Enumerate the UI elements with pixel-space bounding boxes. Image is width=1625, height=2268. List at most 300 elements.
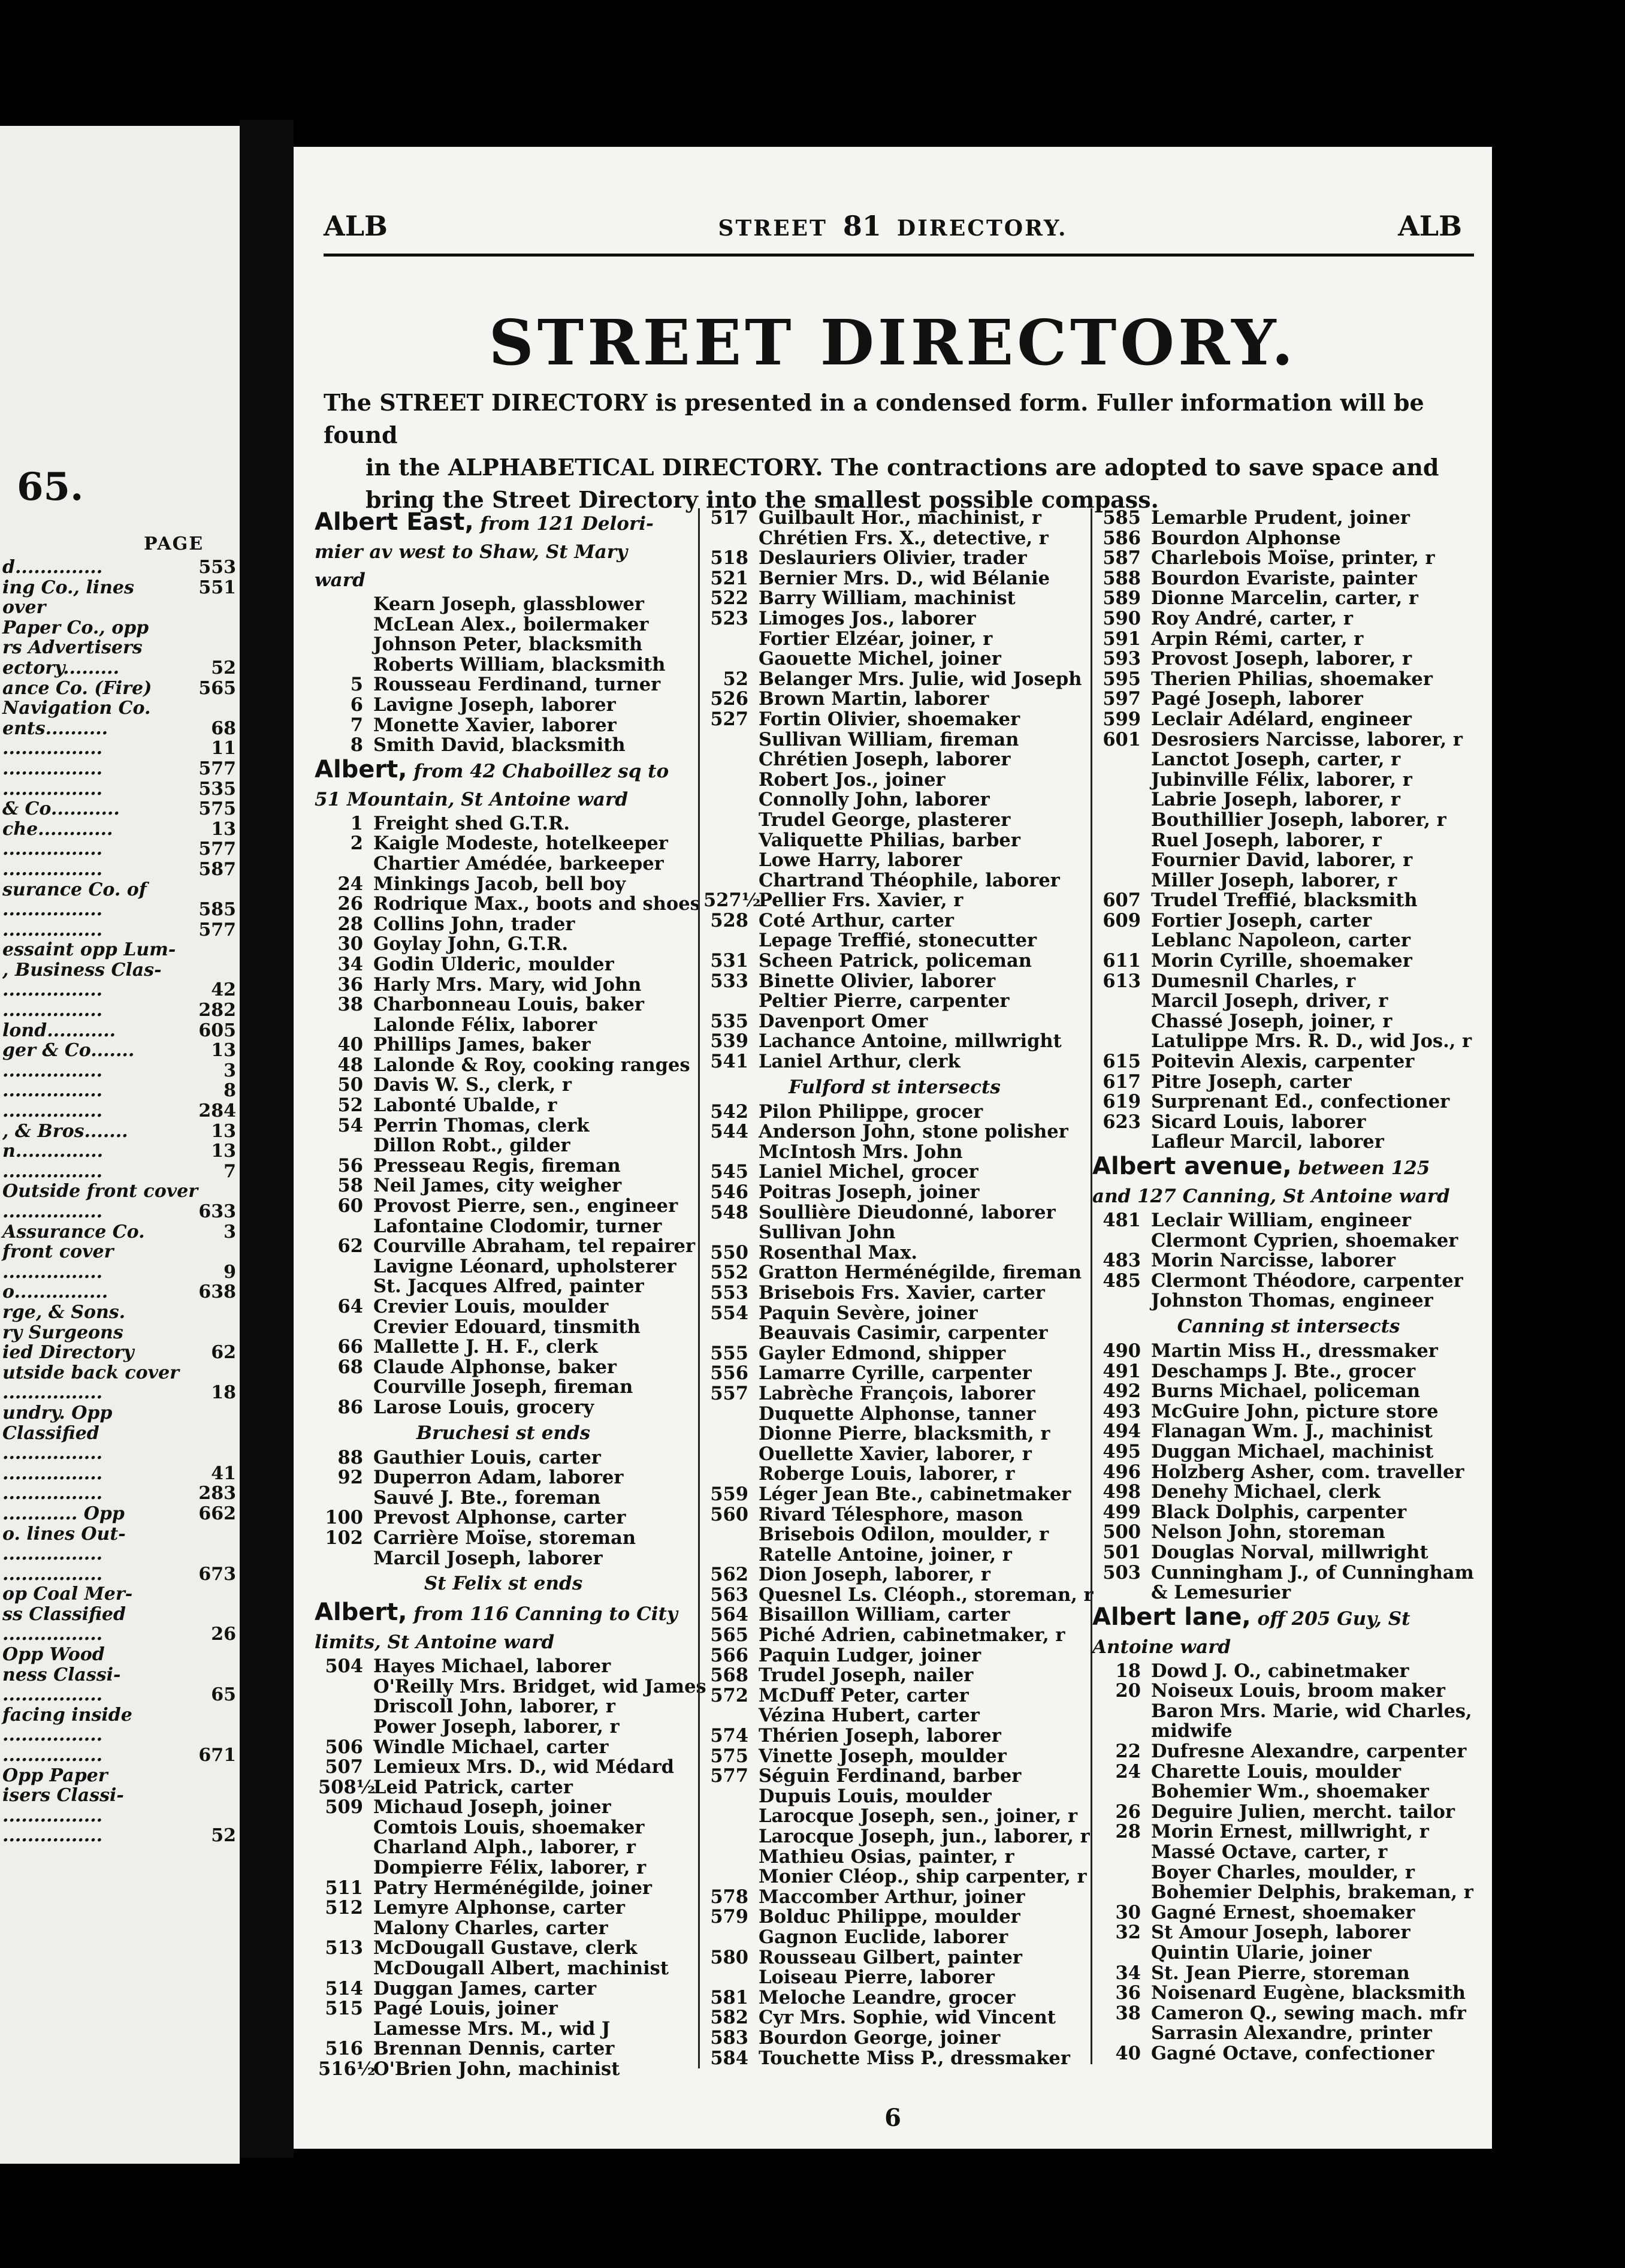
resident-entry: Dumesnil Charles, r xyxy=(1151,970,1356,992)
entry-list xyxy=(315,595,692,756)
directory-entry xyxy=(700,1304,1089,1324)
facing-index-text: o............... xyxy=(2,1282,108,1302)
house-number: 535 xyxy=(710,1010,748,1032)
resident-entry: Baron Mrs. Marie, wid Charles, xyxy=(1151,1700,1472,1722)
resident-entry: Johnston Thomas, engineer xyxy=(1151,1290,1433,1312)
entry-list xyxy=(1092,1341,1485,1603)
facing-index-row xyxy=(0,1685,240,1705)
facing-index-row xyxy=(0,1021,240,1041)
facing-index-row xyxy=(0,1443,240,1464)
house-number: 26 xyxy=(1115,1800,1141,1823)
resident-entry: Claude Alphonse, baker xyxy=(373,1356,617,1378)
resident-entry: Chartier Amédée, barkeeper xyxy=(373,852,664,874)
facing-index-row xyxy=(0,1302,240,1323)
directory-entry xyxy=(1092,951,1485,972)
house-number: 100 xyxy=(325,1507,363,1529)
directory-entry xyxy=(315,1938,692,1959)
entry-list xyxy=(315,1655,706,2080)
facing-index-row xyxy=(0,1162,240,1182)
house-number: 514 xyxy=(325,1977,363,1999)
resident-entry: Morin Ernest, millwright, r xyxy=(1151,1821,1429,1843)
resident-entry: Labrèche François, laborer xyxy=(759,1382,1035,1404)
facing-index-row xyxy=(0,1282,240,1302)
resident-entry: Sauvé J. Bte., foreman xyxy=(373,1486,601,1509)
resident-entry: McGuire John, picture store xyxy=(1151,1400,1439,1422)
resident-entry: Cunningham J., of Cunningham xyxy=(1151,1561,1474,1584)
intro-line-2: in the ALPHABETICAL DIRECTORY. The contractions are adopted to save space and xyxy=(366,454,1439,481)
facing-index-row xyxy=(0,1504,240,1524)
directory-entry xyxy=(1092,649,1485,669)
resident-entry: Lemieux Mrs. D., wid Médard xyxy=(373,1756,674,1778)
house-number: 485 xyxy=(1103,1269,1141,1292)
resident-entry: Dion Joseph, laborer, r xyxy=(759,1564,990,1586)
resident-entry: Labonté Ubalde, r xyxy=(373,1094,557,1117)
resident-entry: Thérien Joseph, laborer xyxy=(759,1725,1001,1747)
facing-index-text: surance Co. of xyxy=(2,879,147,900)
facing-index-row xyxy=(0,980,240,1000)
directory-entry xyxy=(700,1907,1089,1928)
directory-entry xyxy=(1092,1903,1485,1923)
directory-entry xyxy=(700,1444,1089,1465)
resident-entry: Gayler Edmond, shipper xyxy=(759,1342,1006,1364)
directory-entry xyxy=(700,1183,1089,1203)
directory-entry xyxy=(315,1116,692,1136)
house-number: 515 xyxy=(325,1998,363,2020)
directory-entry xyxy=(700,972,1089,992)
house-number: 546 xyxy=(710,1181,748,1203)
house-number: 501 xyxy=(1103,1541,1141,1563)
street-range-cont: mier av west to Shaw, St Mary xyxy=(315,541,628,563)
directory-entry xyxy=(315,1675,706,1697)
directory-entry xyxy=(315,1797,692,1818)
resident-entry: Minkings Jacob, bell boy xyxy=(373,873,626,895)
facing-index-page: 13 xyxy=(211,1040,236,1061)
directory-entry xyxy=(700,529,1089,549)
resident-entry: Rodrique Max., boots and shoes xyxy=(373,893,700,915)
facing-index-row xyxy=(0,1141,240,1162)
resident-entry: McLean Alex., boilermaker xyxy=(373,613,649,635)
resident-entry: Paquin Ludger, joiner xyxy=(759,1644,981,1666)
directory-entry xyxy=(700,1032,1089,1052)
facing-index-page: 3 xyxy=(223,1222,236,1242)
directory-entry xyxy=(700,1988,1089,2008)
resident-entry: Miller Joseph, laborer, r xyxy=(1151,869,1397,891)
directory-entry xyxy=(700,569,1089,589)
house-number: 613 xyxy=(1103,970,1141,992)
facing-index-page: 577 xyxy=(198,919,236,940)
street-range: from 121 Delori- xyxy=(473,513,654,535)
directory-entry xyxy=(700,1726,1089,1747)
resident-entry: Windle Michael, carter xyxy=(373,1736,609,1758)
resident-entry: Labrie Joseph, laborer, r xyxy=(1151,789,1400,811)
house-number: 490 xyxy=(1103,1340,1141,1362)
directory-entry xyxy=(700,871,1089,891)
house-number: 48 xyxy=(337,1054,363,1076)
house-number: 578 xyxy=(710,1886,748,1908)
house-number: 26 xyxy=(337,893,363,915)
directory-entry xyxy=(700,710,1089,730)
directory-entry xyxy=(700,1827,1089,1847)
directory-entry xyxy=(315,814,692,834)
facing-index-row xyxy=(0,638,240,658)
directory-entry xyxy=(1092,1052,1485,1072)
facing-index-row xyxy=(0,1000,240,1021)
resident-entry: Sarrasin Alexandre, printer xyxy=(1151,2022,1432,2044)
house-number: 60 xyxy=(337,1195,363,1217)
house-number: 552 xyxy=(710,1262,748,1284)
house-number: 611 xyxy=(1103,950,1141,972)
facing-index-page: 65 xyxy=(211,1685,236,1705)
directory-entry xyxy=(700,1283,1089,1304)
directory-entry xyxy=(700,1806,1089,1827)
facing-index-text: che............ xyxy=(2,819,113,840)
facing-index-row xyxy=(0,658,240,678)
directory-entry xyxy=(1092,1271,1485,1292)
directory-entry xyxy=(1092,2023,1485,2044)
resident-entry: Crevier Louis, moulder xyxy=(373,1296,609,1317)
facing-index-text: front cover xyxy=(2,1242,114,1262)
directory-entry xyxy=(1092,1863,1485,1883)
facing-index-row xyxy=(0,738,240,759)
house-number: 577 xyxy=(710,1765,748,1787)
resident-entry: Pellier Frs. Xavier, r xyxy=(759,889,963,912)
directory-entry xyxy=(315,1176,692,1196)
resident-entry: Duquette Alphonse, tanner xyxy=(759,1403,1036,1425)
resident-entry: Gagné Ernest, shoemaker xyxy=(1151,1901,1415,1923)
directory-entry xyxy=(315,1156,692,1177)
directory-entry xyxy=(315,1377,692,1398)
directory-entry xyxy=(700,1223,1089,1243)
directory-entry xyxy=(1092,891,1485,911)
street-range-cont: limits, St Antoine ward xyxy=(315,1631,555,1654)
directory-entry xyxy=(315,1508,692,1528)
resident-entry: Roberts William, blacksmith xyxy=(373,653,666,675)
directory-entry xyxy=(1092,1032,1485,1052)
house-number: 516 xyxy=(325,2038,363,2060)
house-number: 580 xyxy=(710,1946,748,1968)
house-number: 531 xyxy=(710,950,748,972)
directory-entry xyxy=(700,1142,1089,1163)
directory-entry xyxy=(315,2059,692,2080)
house-number: 28 xyxy=(337,913,363,935)
street-heading-albert-lane xyxy=(1092,1603,1485,1661)
house-number: 564 xyxy=(710,1604,748,1626)
facing-index-row xyxy=(0,1766,240,1786)
resident-entry: Gratton Herménégilde, fireman xyxy=(759,1262,1082,1284)
facing-index-text: ................ xyxy=(2,758,103,779)
running-head-directory: DIRECTORY. xyxy=(896,216,1068,241)
street-range-cont: and 127 Canning, St Antoine ward xyxy=(1092,1186,1450,1207)
house-number: 585 xyxy=(1103,507,1141,529)
house-number: 483 xyxy=(1103,1250,1141,1272)
directory-entry xyxy=(1092,1983,1485,2004)
house-number: 553 xyxy=(710,1281,748,1304)
facing-index-page: 13 xyxy=(211,1141,236,1162)
facing-index-page: 9 xyxy=(223,1262,236,1283)
directory-entry xyxy=(700,770,1089,791)
facing-index-text: ................ xyxy=(2,839,103,859)
house-number: 7 xyxy=(350,714,363,736)
house-number: 533 xyxy=(710,970,748,992)
resident-entry: Duggan Michael, machinist xyxy=(1151,1440,1434,1462)
cross-street-note: Fulford st intersects xyxy=(789,1076,1001,1098)
facing-index-page: 13 xyxy=(211,819,236,840)
directory-entry xyxy=(700,1666,1089,1686)
house-number: 494 xyxy=(1103,1420,1141,1443)
house-number: 491 xyxy=(1103,1360,1141,1382)
running-head-right: ALB xyxy=(1398,210,1462,242)
facing-index-row xyxy=(0,1464,240,1484)
directory-entry xyxy=(1092,1702,1485,1722)
resident-entry: Gagnon Euclide, laborer xyxy=(759,1926,1008,1948)
directory-entry xyxy=(1092,1382,1485,1402)
resident-entry: Cameron Q., sewing mach. mfr xyxy=(1151,2002,1466,2024)
directory-entry xyxy=(315,615,692,635)
house-number: 583 xyxy=(710,2026,748,2049)
entry-list xyxy=(700,508,1089,1072)
resident-entry: Clermont Cyprien, shoemaker xyxy=(1151,1229,1458,1251)
resident-entry: Holzberg Asher, com. traveller xyxy=(1151,1461,1464,1483)
resident-entry: Jubinville Félix, laborer, r xyxy=(1151,768,1412,791)
directory-entry xyxy=(315,1717,692,1738)
facing-index-text: Outside front cover xyxy=(2,1181,198,1202)
house-number: 38 xyxy=(337,994,363,1016)
cross-street-note: St Felix st ends xyxy=(424,1573,583,1595)
column-2 xyxy=(698,507,1094,2069)
directory-entry xyxy=(1092,1112,1485,1133)
facing-index-row xyxy=(0,1624,240,1645)
resident-entry: Comtois Louis, shoemaker xyxy=(373,1816,645,1838)
facing-index-text: rge, & Sons. xyxy=(2,1302,126,1323)
house-number: 550 xyxy=(710,1241,748,1263)
house-number: 566 xyxy=(710,1644,748,1666)
resident-entry: Collins John, trader xyxy=(373,913,575,935)
directory-entry xyxy=(1092,1341,1485,1362)
house-number: 511 xyxy=(325,1877,363,1899)
house-number: 8 xyxy=(350,734,363,756)
house-number: 18 xyxy=(1115,1660,1141,1682)
facing-index-row xyxy=(0,880,240,900)
resident-entry: Marcil Joseph, laborer xyxy=(373,1547,603,1569)
facing-index-text: ................ xyxy=(2,1202,103,1222)
facing-index-text: ................ xyxy=(2,1383,103,1403)
cross-street-note: Bruchesi st ends xyxy=(416,1422,591,1444)
street-range: from 116 Canning to City xyxy=(407,1603,678,1625)
directory-entry xyxy=(315,1738,692,1758)
directory-entry xyxy=(315,1878,692,1899)
directory-entry xyxy=(1092,790,1485,810)
facing-index-page: 575 xyxy=(198,799,236,819)
directory-entry xyxy=(315,1317,692,1338)
directory-entry xyxy=(700,1787,1089,1807)
house-number: 523 xyxy=(710,607,748,629)
directory-entry xyxy=(315,1015,692,1036)
directory-entry xyxy=(315,1257,692,1277)
resident-entry: Brennan Dennis, carter xyxy=(373,2038,615,2060)
house-number: 507 xyxy=(325,1756,363,1778)
house-number: 597 xyxy=(1103,688,1141,710)
resident-entry: Sullivan John xyxy=(759,1222,896,1244)
house-number: 500 xyxy=(1103,1521,1141,1543)
resident-entry: Beauvais Casimir, carpenter xyxy=(759,1322,1048,1344)
directory-entry xyxy=(315,1096,692,1116)
facing-index-text: o. lines Out- xyxy=(2,1524,126,1545)
resident-entry: Duperron Adam, laborer xyxy=(373,1467,624,1489)
directory-entry xyxy=(1092,1583,1485,1603)
resident-entry: Rosenthal Max. xyxy=(759,1241,917,1263)
directory-entry xyxy=(315,1778,692,1798)
facing-page-number: 65. xyxy=(17,465,84,509)
house-number: 30 xyxy=(1115,1901,1141,1923)
resident-entry: Séguin Ferdinand, barber xyxy=(759,1765,1022,1787)
facing-index-text: ................ xyxy=(2,1443,103,1464)
facing-index-page: 662 xyxy=(198,1503,236,1524)
facing-page-fragment xyxy=(0,126,240,2164)
directory-entry xyxy=(700,1625,1089,1646)
house-number: 24 xyxy=(337,873,363,895)
facing-index-row xyxy=(0,1605,240,1625)
facing-page-label: PAGE xyxy=(144,533,204,554)
resident-entry: McDougall Gustave, clerk xyxy=(373,1937,638,1959)
directory-entry xyxy=(315,854,692,874)
resident-entry: Ruel Joseph, laborer, r xyxy=(1151,829,1382,851)
directory-entry xyxy=(1092,669,1485,690)
facing-index-page: 3 xyxy=(223,1060,236,1081)
resident-entry: Douglas Norval, millwright xyxy=(1151,1541,1428,1563)
resident-entry: Guilbault Hor., machinist, r xyxy=(759,507,1041,529)
facing-index-text: Opp Wood xyxy=(2,1645,105,1665)
resident-entry: McDougall Albert, machinist xyxy=(373,1958,669,1980)
house-number: 589 xyxy=(1103,587,1141,610)
resident-entry: Power Joseph, laborer, r xyxy=(373,1715,620,1738)
directory-entry xyxy=(1092,1883,1485,1903)
entry-list xyxy=(700,1100,1094,2069)
facing-index-row xyxy=(0,698,240,719)
directory-entry xyxy=(315,955,692,975)
house-number: 504 xyxy=(325,1655,363,1678)
directory-entry xyxy=(1092,1842,1485,1863)
street-name: Albert avenue, xyxy=(1092,1153,1292,1180)
facing-index-text: Classified xyxy=(2,1423,99,1444)
directory-entry xyxy=(1092,1661,1485,1682)
house-number: 517 xyxy=(710,507,748,529)
directory-entry xyxy=(700,1867,1089,1887)
resident-entry: Neil James, city weigher xyxy=(373,1175,622,1197)
facing-index-text: lond........... xyxy=(2,1020,116,1041)
directory-entry xyxy=(1092,1923,1485,1943)
column-3 xyxy=(1091,508,1485,2064)
house-number: 493 xyxy=(1103,1400,1141,1422)
house-number: 5 xyxy=(350,674,363,696)
house-number: 563 xyxy=(710,1584,748,1606)
facing-index-row xyxy=(0,1040,240,1061)
directory-entry xyxy=(315,2019,692,2040)
resident-entry: Flanagan Wm. J., machinist xyxy=(1151,1420,1433,1443)
resident-entry: Crevier Edouard, tinsmith xyxy=(373,1316,641,1338)
directory-entry xyxy=(1092,1291,1485,1311)
directory-entry xyxy=(1092,991,1485,1012)
resident-entry: Presseau Regis, fireman xyxy=(373,1154,621,1177)
directory-entry xyxy=(315,893,700,915)
resident-entry: Rousseau Ferdinand, turner xyxy=(373,674,661,696)
resident-entry: Valiquette Philias, barber xyxy=(759,829,1020,851)
resident-entry: St Amour Joseph, laborer xyxy=(1151,1922,1410,1944)
facing-index-text: ................ xyxy=(2,859,103,880)
directory-entry xyxy=(315,1235,696,1257)
resident-entry: Pagé Louis, joiner xyxy=(373,1998,558,2020)
resident-entry: Bourdon Alphonse xyxy=(1151,527,1341,549)
directory-entry xyxy=(700,911,1089,931)
directory-entry xyxy=(700,609,1089,629)
facing-index-text: ................ xyxy=(2,1544,103,1564)
resident-entry: Nelson John, storeman xyxy=(1151,1521,1385,1543)
resident-entry: Smith David, blacksmith xyxy=(373,734,626,756)
house-number: 582 xyxy=(710,2007,748,2029)
resident-entry: Larocque Joseph, sen., joiner, r xyxy=(759,1805,1078,1827)
house-number: 22 xyxy=(1115,1741,1141,1763)
intro-paragraph xyxy=(324,387,1468,516)
facing-index-page: 577 xyxy=(198,839,236,859)
directory-entry xyxy=(700,931,1089,951)
facing-index-text: ................ xyxy=(2,1685,103,1705)
house-number: 559 xyxy=(710,1483,748,1505)
facing-index-text: Assurance Co. xyxy=(2,1222,145,1242)
facing-index-page: 535 xyxy=(198,779,236,800)
resident-entry: McIntosh Mrs. John xyxy=(759,1141,963,1163)
facing-index-row xyxy=(0,1323,240,1343)
resident-entry: midwife xyxy=(1151,1720,1233,1742)
directory-entry xyxy=(1092,1362,1485,1382)
resident-entry: Bouthillier Joseph, laborer, r xyxy=(1151,809,1446,831)
resident-entry: Gauthier Louis, carter xyxy=(373,1446,601,1468)
directory-entry xyxy=(315,1697,692,1717)
resident-entry: Lamesse Mrs. M., wid J xyxy=(373,2017,611,2040)
resident-entry: Noisenard Eugène, blacksmith xyxy=(1151,1982,1466,2004)
facing-index-text: ................ xyxy=(2,779,103,800)
facing-index-text: ................ xyxy=(2,1060,103,1081)
resident-entry: Dionne Pierre, blacksmith, r xyxy=(759,1423,1050,1445)
resident-entry: Lepage Treffié, stonecutter xyxy=(759,930,1037,952)
resident-entry: Chrétien Frs. X., detective, r xyxy=(759,527,1049,549)
directory-entry xyxy=(700,1646,1089,1666)
resident-entry: Marcil Joseph, driver, r xyxy=(1151,990,1388,1012)
facing-index-page: 282 xyxy=(198,1000,236,1021)
facing-index-row xyxy=(0,578,240,598)
resident-entry: Piché Adrien, cabinetmaker, r xyxy=(759,1624,1065,1646)
directory-entry xyxy=(700,1968,1089,1988)
directory-entry xyxy=(700,1686,1089,1706)
resident-entry: Lalonde Félix, laborer xyxy=(373,1014,597,1036)
house-number: 62 xyxy=(337,1235,363,1257)
facing-index-row xyxy=(0,1483,240,1504)
house-number: 36 xyxy=(337,973,363,996)
directory-entry xyxy=(1092,972,1485,992)
directory-entry xyxy=(1092,629,1485,650)
house-number: 40 xyxy=(1115,2042,1141,2064)
house-number: 86 xyxy=(337,1396,363,1418)
facing-index-row xyxy=(0,719,240,739)
facing-index-row xyxy=(0,1121,240,1142)
resident-entry: Deguire Julien, mercht. tailor xyxy=(1151,1800,1455,1823)
directory-entry xyxy=(700,1384,1089,1404)
house-number: 623 xyxy=(1103,1111,1141,1133)
resident-entry: Loiseau Pierre, laborer xyxy=(759,1967,995,1989)
book-gutter xyxy=(240,120,294,2158)
directory-entry xyxy=(700,1706,1089,1726)
house-number: 557 xyxy=(710,1382,748,1404)
street-heading-albert-1 xyxy=(315,756,692,814)
entry-list xyxy=(315,812,700,1418)
